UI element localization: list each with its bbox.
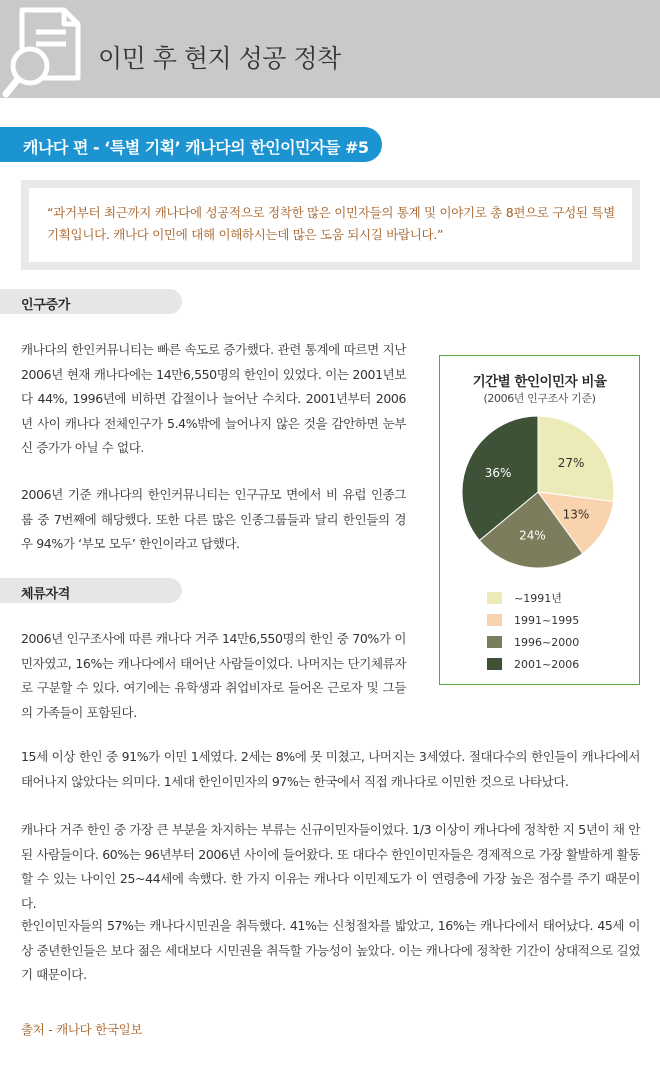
legend-label-4: 2001~2006 [514,658,580,671]
chart-title: 기간별 한인이민자 비율 [472,374,607,390]
source-credit: 출처 - 캐나다 한국일보 [21,1022,143,1037]
pie-slice-label-4: 36% [484,466,512,481]
pie-slice-label-2: 13% [562,507,590,522]
section-header-population [0,289,182,314]
residency-paragraph-2: 15세 이상 한인 중 91%가 이민 1세였다. 2세는 8%에 못 미쳤고, 나머지는 3세였다. 절대다수의 한인들이 캐나다에서 태어나지 않았다는 의미다. 1세대 한인이민자의 97%는 한국에서 직접 캐나다로 이민한 것으로 나타났다. [21,749,640,789]
legend-swatch-1 [487,592,502,604]
page-title: 이민 후 현지 성공 정착 [98,44,341,73]
pie-slice-label-1: 27% [557,455,585,470]
residency-paragraph-1: 2006년 인구조사에 따른 캐나다 거주 14만6,550명의 한인 중 70%가 이민자였고, 16%는 캐나다에서 태어난 사람들이었다. 나머지는 단기체류자로 구분할 수 있다. 여기에는 유학생과 취업비자로 들어온 근로자 및 그들의 가족들이 포함된다. [21,631,406,720]
residency-paragraph-3: 캐나다 거주 한인 중 가장 큰 부분을 차지하는 부류는 신규이민자들이었다. 1/3 이상이 캐나다에 정착한 지 5년이 채 안 된 사람들이다. 60%는 96년부터 2006년 사이에 들어왔다. 또 대다수 한인이민자들은 경제적으로 가장 활발하게 활동할 수 있는 나이인 25~44세에 속했다. 한 가지 이유는 캐나다 이민제도가 이 연령층에 가장 높은 점수를 주기 때문이다. [21,822,640,911]
section-label-residency: 체류자격 [21,587,71,602]
population-paragraph-2: 2006년 기준 캐나다의 한인커뮤니티는 인구규모 면에서 비 유럽 인종그룹 중 7번째에 해당했다. 또한 다른 많은 인종그룹들과 달리 한인들의 경우 94%가 ‘부모 모두’ 한인이라고 답했다. [21,487,406,551]
legend-swatch-2 [487,614,502,626]
legend-label-1: ~1991년 [514,592,562,605]
series-banner [0,127,382,162]
legend-swatch-3 [487,636,502,648]
pie-chart [440,356,639,684]
intro-quote-box [21,180,640,270]
intro-quote-inner [29,188,632,262]
series-title: 캐나다 편 - ‘특별 기획’ 캐나다의 한인이민자들 #5 [23,138,369,157]
section-header-residency [0,578,182,603]
legend-label-3: 1996~2000 [514,636,580,649]
document-search-icon [2,6,90,102]
population-paragraph-1: 캐나다의 한인커뮤니티는 빠른 속도로 증가했다. 관련 통계에 따르면 지난 2006년 현재 캐나다에는 14만6,550명의 한인이 있었다. 이는 2001년보다 44%, 1996년에 비하면 갑절이나 늘어난 수치다. 2001년부터 2006년 사이 캐나다 전체인구가 5.4%밖에 늘어나지 않은 것을 감안하면 눈부신 증가가 아닐 수 없다. [21,342,406,455]
page-header [0,0,660,98]
immigration-period-chart [439,355,640,685]
intro-quote-text: “과거부터 최근까지 캐나다에 성공적으로 정착한 많은 이민자들의 통계 및 이야기로 총 8편으로 구성된 특별 기획입니다. 캐나다 이민에 대해 이해하시는데 많은 도움 되시길 바랍니다.” [47,205,615,242]
legend-swatch-4 [487,658,502,670]
section-label-population: 인구증가 [21,298,71,313]
pie-slice-label-3: 24% [519,528,546,543]
legend-label-2: 1991~1995 [514,614,580,627]
chart-subtitle: (2006년 인구조사 기준) [483,392,596,405]
residency-paragraph-4: 한인이민자들의 57%는 캐나다시민권을 취득했다. 41%는 신청절차를 밟았고, 16%는 캐나다에서 태어났다. 45세 이상 중년한인들은 보다 젊은 세대보다 시민권을 취득할 가능성이 높았다. 이는 캐나다에 정착한 기간이 상대적으로 길었기 때문이다. [21,918,640,982]
